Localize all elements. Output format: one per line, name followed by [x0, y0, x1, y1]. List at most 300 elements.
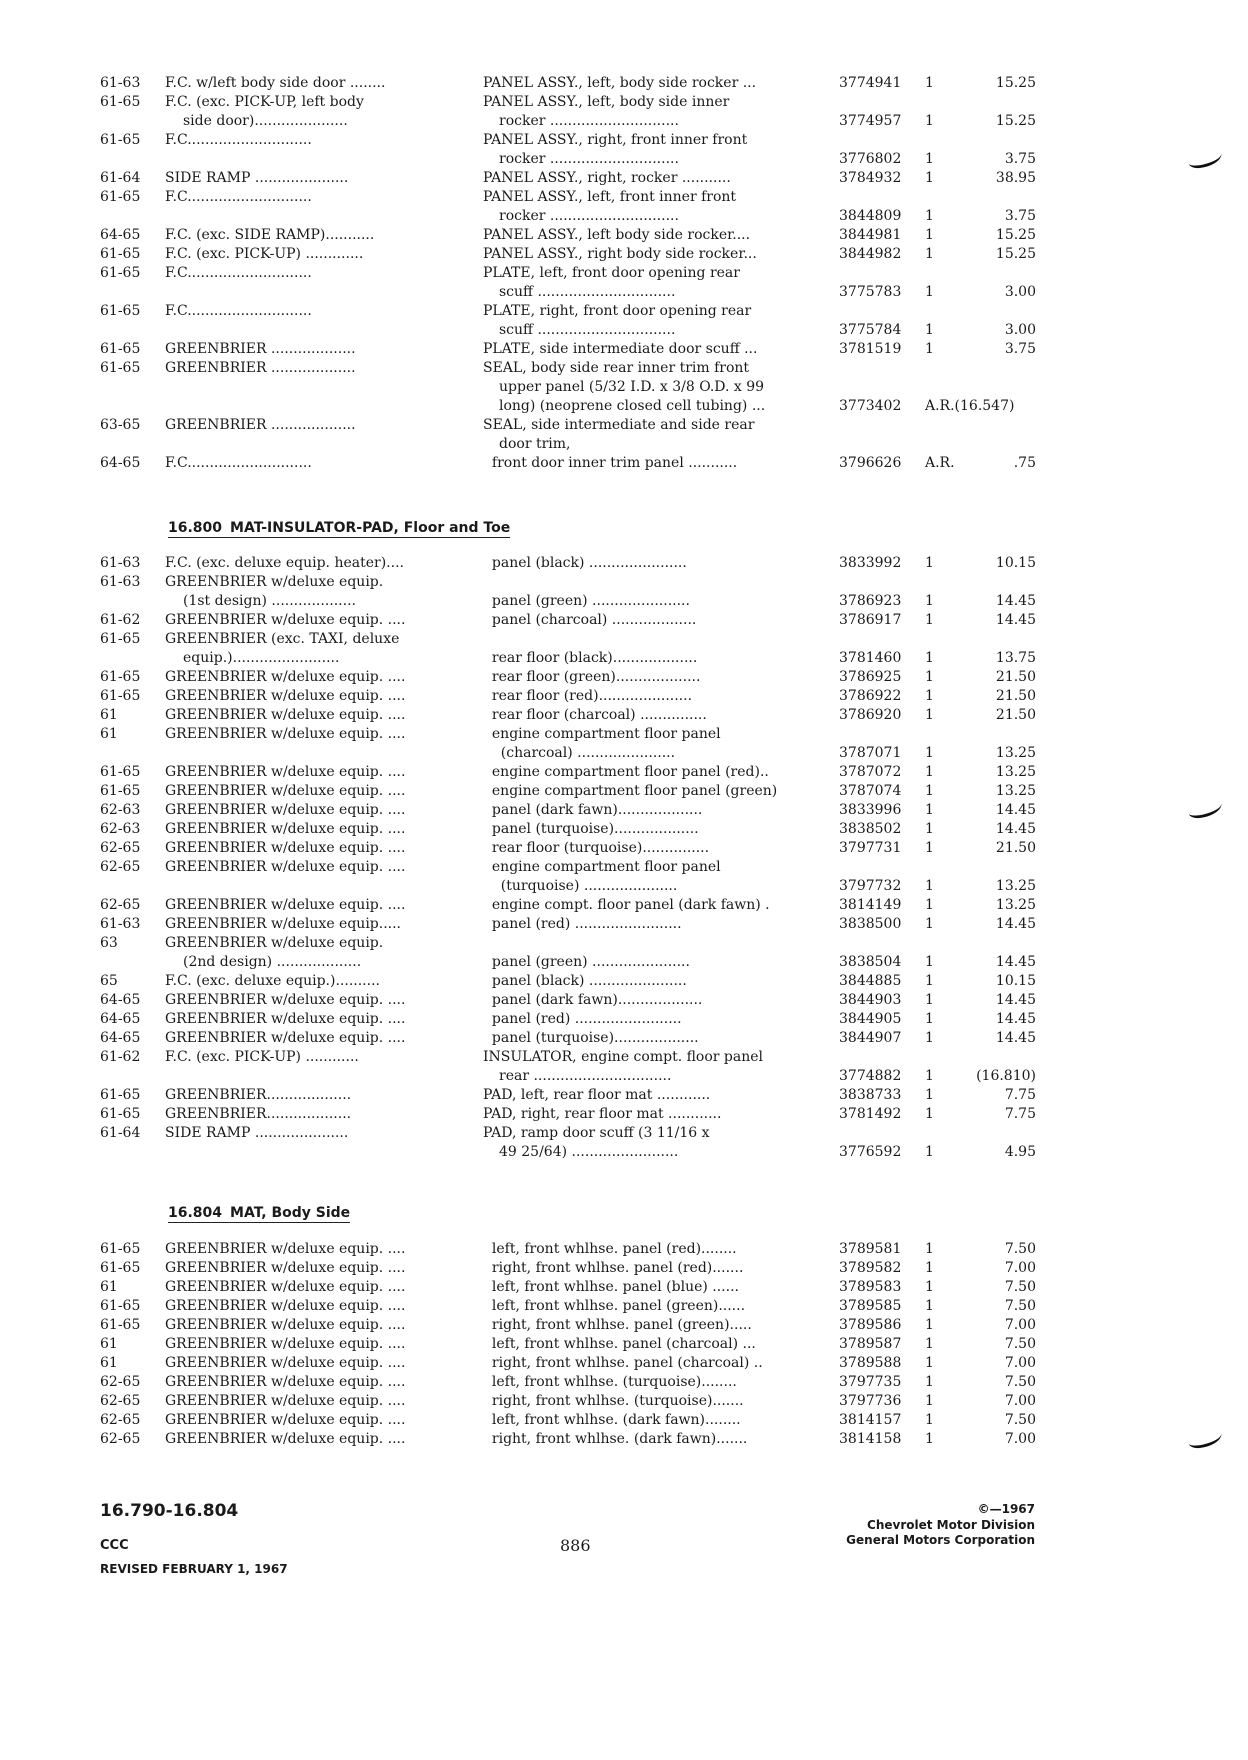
quantity: 1	[925, 1106, 934, 1122]
table-row	[100, 1086, 1110, 1105]
table-row	[100, 1430, 1110, 1449]
table-row	[100, 93, 1110, 131]
part-description: panel (red) ........................	[483, 916, 682, 932]
model-years: 62-65	[100, 1374, 141, 1390]
application: GREENBRIER w/deluxe equip. ....	[165, 669, 406, 685]
part-description: PANEL ASSY., left, front inner front	[483, 189, 737, 205]
model-years: 64-65	[100, 455, 141, 471]
model-years: 62-65	[100, 859, 141, 875]
table-row	[100, 668, 1110, 687]
table-row	[100, 359, 1110, 416]
section-number: 16.804	[168, 1205, 223, 1221]
table-row	[100, 1297, 1110, 1316]
list-price: 38.95	[995, 170, 1036, 186]
table-row	[100, 264, 1110, 302]
application: GREENBRIER (exc. TAXI, deluxe	[165, 631, 400, 647]
table-row	[100, 1010, 1110, 1029]
part-description: left, front whlhse. panel (red)........	[483, 1241, 737, 1257]
list-price: 7.00	[1004, 1431, 1036, 1447]
application: F.C. (exc. PICK-UP) .............	[165, 246, 364, 262]
part-description: panel (red) ........................	[483, 1011, 682, 1027]
list-price: 15.25	[995, 246, 1036, 262]
part-description: 49 25/64) ........................	[499, 1144, 679, 1160]
part-description: PAD, right, rear floor mat ............	[483, 1106, 722, 1122]
application: GREENBRIER w/deluxe equip. ....	[165, 1374, 406, 1390]
part-description: INSULATOR, engine compt. floor panel	[483, 1049, 764, 1065]
application-continued: side door).....................	[183, 113, 348, 129]
model-years: 61	[100, 1279, 118, 1295]
model-years: 62-63	[100, 821, 141, 837]
application: GREENBRIER w/deluxe equip. ....	[165, 1412, 406, 1428]
table-row	[100, 1278, 1110, 1297]
part-description: rocker .............................	[499, 208, 679, 224]
table-row	[100, 554, 1110, 573]
part-number: 3844905	[839, 1011, 902, 1027]
table-row	[100, 687, 1110, 706]
application: F.C. w/left body side door ........	[165, 75, 386, 91]
part-number: 3774941	[839, 75, 902, 91]
model-years: 61-65	[100, 1106, 141, 1122]
quantity: 1	[925, 1431, 934, 1447]
quantity: 1	[925, 745, 934, 761]
application: GREENBRIER w/deluxe equip. ....	[165, 783, 406, 799]
part-number: 3814157	[839, 1412, 902, 1428]
application: F.C. (exc. PICK-UP) ............	[165, 1049, 359, 1065]
part-description: engine compartment floor panel	[483, 859, 721, 875]
model-years: 62-65	[100, 840, 141, 856]
part-number: 3844981	[839, 227, 902, 243]
model-years: 61	[100, 726, 118, 742]
list-price: 21.50	[995, 669, 1036, 685]
quantity: A.R.	[925, 455, 955, 471]
quantity: 1	[925, 707, 934, 723]
application: GREENBRIER ...................	[165, 360, 356, 376]
part-description: panel (black) ......................	[483, 973, 687, 989]
table-row	[100, 1316, 1110, 1335]
quantity: 1	[925, 802, 934, 818]
table-row	[100, 630, 1110, 668]
part-description: panel (charcoal) ...................	[483, 612, 697, 628]
part-description: engine compartment floor panel (green)	[483, 783, 778, 799]
part-description: PANEL ASSY., right, rocker ...........	[483, 170, 731, 186]
table-row	[100, 972, 1110, 991]
quantity: 1	[925, 973, 934, 989]
list-price: 4.95	[1004, 1144, 1036, 1160]
table-row	[100, 1411, 1110, 1430]
part-description: panel (black) ......................	[483, 555, 687, 571]
quantity: 1	[925, 992, 934, 1008]
list-price: 15.25	[995, 227, 1036, 243]
section-heading-16800	[168, 520, 510, 538]
application: F.C. (exc. deluxe equip. heater)....	[165, 555, 404, 571]
model-years: 65	[100, 973, 118, 989]
application: GREENBRIER w/deluxe equip. ....	[165, 1317, 406, 1333]
part-description: PANEL ASSY., left, body side rocker ...	[483, 75, 757, 91]
quantity: 1	[925, 764, 934, 780]
model-years: 61-65	[100, 246, 141, 262]
quantity: 1	[925, 1355, 934, 1371]
model-years: 63	[100, 935, 118, 951]
quantity: 1	[925, 1412, 934, 1428]
model-years: 62-65	[100, 1412, 141, 1428]
table-row	[100, 1373, 1110, 1392]
application: GREENBRIER w/deluxe equip. ....	[165, 726, 406, 742]
list-price: 7.50	[1004, 1336, 1036, 1352]
part-description: panel (turquoise)...................	[483, 1030, 699, 1046]
table-row	[100, 782, 1110, 801]
part-number: 3789581	[839, 1241, 902, 1257]
part-description: PANEL ASSY., right body side rocker...	[483, 246, 757, 262]
application: GREENBRIER w/deluxe equip. ....	[165, 821, 406, 837]
model-years: 61-65	[100, 94, 141, 110]
part-number: 3789587	[839, 1336, 902, 1352]
application: SIDE RAMP .....................	[165, 1125, 349, 1141]
part-description: engine compt. floor panel (dark fawn) .	[483, 897, 770, 913]
list-price: 21.50	[995, 688, 1036, 704]
list-price: (16.810)	[976, 1068, 1036, 1084]
part-description: PAD, ramp door scuff (3 11/16 x	[483, 1125, 710, 1141]
part-number: 3773402	[839, 398, 902, 414]
list-price: 7.50	[1004, 1412, 1036, 1428]
application: GREENBRIER w/deluxe equip. ....	[165, 688, 406, 704]
model-years: 61-65	[100, 1317, 141, 1333]
quantity: 1	[925, 1374, 934, 1390]
table-row	[100, 820, 1110, 839]
part-number: 3844809	[839, 208, 902, 224]
footer-revised-date: REVISED FEBRUARY 1, 1967	[100, 1562, 288, 1576]
quantity: 1	[925, 1068, 934, 1084]
model-years: 61	[100, 1336, 118, 1352]
quantity: 1	[925, 1030, 934, 1046]
table-row	[100, 763, 1110, 782]
part-number: 3814158	[839, 1431, 902, 1447]
section-title-text: MAT, Body Side	[230, 1205, 351, 1221]
list-price: 14.45	[995, 992, 1036, 1008]
page-number: 886	[560, 1536, 591, 1555]
model-years: 61-65	[100, 189, 141, 205]
part-number: 3774882	[839, 1068, 902, 1084]
table-row	[100, 1259, 1110, 1278]
table-row	[100, 74, 1110, 93]
quantity: 1	[925, 75, 934, 91]
application: GREENBRIER w/deluxe equip. ....	[165, 1298, 406, 1314]
list-price: 7.00	[1004, 1260, 1036, 1276]
application: F.C............................	[165, 265, 312, 281]
part-description: right, front whlhse. panel (red).......	[483, 1260, 744, 1276]
quantity: 1	[925, 1260, 934, 1276]
application-continued: equip.)........................	[183, 650, 340, 666]
application: F.C............................	[165, 132, 312, 148]
application-continued: (2nd design) ...................	[183, 954, 362, 970]
footer-division: Chevrolet Motor Division	[867, 1518, 1035, 1532]
part-number: 3789588	[839, 1355, 902, 1371]
part-number: 3774957	[839, 113, 902, 129]
binder-mark	[1187, 1427, 1224, 1451]
application: GREENBRIER w/deluxe equip. ....	[165, 840, 406, 856]
quantity: A.R.(16.547)	[925, 398, 1015, 414]
list-price: 13.25	[995, 783, 1036, 799]
list-price: 14.45	[995, 802, 1036, 818]
model-years: 61-65	[100, 265, 141, 281]
model-years: 61-64	[100, 1125, 141, 1141]
quantity: 1	[925, 612, 934, 628]
quantity: 1	[925, 113, 934, 129]
quantity: 1	[925, 227, 934, 243]
list-price: 21.50	[995, 840, 1036, 856]
list-price: 15.25	[995, 75, 1036, 91]
quantity: 1	[925, 897, 934, 913]
list-price: 14.45	[995, 612, 1036, 628]
quantity: 1	[925, 246, 934, 262]
quantity: 1	[925, 341, 934, 357]
part-description: rocker .............................	[499, 151, 679, 167]
list-price: 21.50	[995, 707, 1036, 723]
part-description: SEAL, side intermediate and side rear	[483, 417, 755, 433]
model-years: 61	[100, 707, 118, 723]
list-price: .75	[1013, 455, 1036, 471]
quantity: 1	[925, 1241, 934, 1257]
quantity: 1	[925, 1336, 934, 1352]
part-description: rear ...............................	[499, 1068, 672, 1084]
part-number: 3787072	[839, 764, 902, 780]
part-number: 3781519	[839, 341, 902, 357]
table-row	[100, 1105, 1110, 1124]
part-number: 3776802	[839, 151, 902, 167]
application: GREENBRIER w/deluxe equip. ....	[165, 1030, 406, 1046]
part-number: 3787074	[839, 783, 902, 799]
part-number: 3781460	[839, 650, 902, 666]
part-number: 3787071	[839, 745, 902, 761]
part-description: left, front whlhse. (dark fawn)........	[483, 1412, 741, 1428]
table-row	[100, 991, 1110, 1010]
application: GREENBRIER w/deluxe equip.	[165, 574, 384, 590]
table-row	[100, 416, 1110, 454]
model-years: 61-65	[100, 1241, 141, 1257]
part-number: 3789586	[839, 1317, 902, 1333]
part-number: 3833992	[839, 555, 902, 571]
list-price: 7.75	[1004, 1106, 1036, 1122]
part-description: rear floor (turquoise)...............	[483, 840, 710, 856]
table-row	[100, 611, 1110, 630]
part-description: rear floor (red).....................	[483, 688, 693, 704]
part-description: PAD, left, rear floor mat ............	[483, 1087, 711, 1103]
quantity: 1	[925, 688, 934, 704]
table-row	[100, 1354, 1110, 1373]
quantity: 1	[925, 840, 934, 856]
part-description: PLATE, left, front door opening rear	[483, 265, 740, 281]
part-description: SEAL, body side rear inner trim front	[483, 360, 750, 376]
quantity: 1	[925, 322, 934, 338]
part-description: front door inner trim panel ...........	[483, 455, 738, 471]
part-description: rear floor (green)...................	[483, 669, 701, 685]
table-row	[100, 896, 1110, 915]
part-description: scuff ...............................	[499, 322, 676, 338]
quantity: 1	[925, 593, 934, 609]
part-description: (charcoal) ......................	[483, 745, 676, 761]
part-description: left, front whlhse. panel (green)......	[483, 1298, 746, 1314]
part-description: scuff ...............................	[499, 284, 676, 300]
table-row	[100, 801, 1110, 820]
application: GREENBRIER w/deluxe equip. ....	[165, 859, 406, 875]
part-description: PANEL ASSY., right, front inner front	[483, 132, 748, 148]
table-row	[100, 934, 1110, 972]
part-number: 3789583	[839, 1279, 902, 1295]
table-row	[100, 839, 1110, 858]
application: GREENBRIER w/deluxe equip. ....	[165, 1336, 406, 1352]
binder-mark	[1187, 797, 1224, 821]
table-row	[100, 1392, 1110, 1411]
list-price: 13.25	[995, 745, 1036, 761]
model-years: 64-65	[100, 1030, 141, 1046]
table-row	[100, 1240, 1110, 1259]
footer-copyright: ©—1967	[977, 1502, 1035, 1516]
part-number: 3838504	[839, 954, 902, 970]
list-price: 7.75	[1004, 1087, 1036, 1103]
table-row	[100, 245, 1110, 264]
application: GREENBRIER w/deluxe equip. ....	[165, 802, 406, 818]
application: GREENBRIER w/deluxe equip. ....	[165, 1279, 406, 1295]
quantity: 1	[925, 284, 934, 300]
part-description: panel (dark fawn)...................	[483, 802, 703, 818]
list-price: 7.50	[1004, 1279, 1036, 1295]
part-number: 3784932	[839, 170, 902, 186]
application: GREENBRIER...................	[165, 1087, 352, 1103]
table-row	[100, 915, 1110, 934]
list-price: 3.75	[1004, 208, 1036, 224]
footer-section-range: 16.790-16.804	[100, 1501, 239, 1521]
part-number: 3775783	[839, 284, 902, 300]
quantity: 1	[925, 669, 934, 685]
model-years: 61-65	[100, 669, 141, 685]
table-row	[100, 1048, 1110, 1086]
part-number: 3797731	[839, 840, 902, 856]
part-description: (turquoise) .....................	[483, 878, 678, 894]
part-number: 3776592	[839, 1144, 902, 1160]
parts-list-top	[100, 74, 1110, 473]
model-years: 61-65	[100, 764, 141, 780]
application: GREENBRIER w/deluxe equip. ....	[165, 1431, 406, 1447]
part-description: left, front whlhse. panel (charcoal) ...	[483, 1336, 756, 1352]
list-price: 14.45	[995, 1030, 1036, 1046]
part-number: 3786925	[839, 669, 902, 685]
application: GREENBRIER...................	[165, 1106, 352, 1122]
quantity: 1	[925, 1087, 934, 1103]
application: GREENBRIER w/deluxe equip. ....	[165, 764, 406, 780]
model-years: 61-65	[100, 631, 141, 647]
model-years: 63-65	[100, 417, 141, 433]
table-row	[100, 169, 1110, 188]
part-description: right, front whlhse. panel (green).....	[483, 1317, 752, 1333]
section-heading-16804	[168, 1205, 350, 1223]
table-row	[100, 1335, 1110, 1354]
section-title-text: MAT-INSULATOR-PAD, Floor and Toe	[230, 520, 511, 536]
model-years: 61-63	[100, 555, 141, 571]
application: F.C............................	[165, 455, 312, 471]
part-number: 3797735	[839, 1374, 902, 1390]
quantity: 1	[925, 151, 934, 167]
quantity: 1	[925, 1011, 934, 1027]
list-price: 14.45	[995, 954, 1036, 970]
list-price: 14.45	[995, 1011, 1036, 1027]
part-number: 3786923	[839, 593, 902, 609]
table-row	[100, 302, 1110, 340]
list-price: 14.45	[995, 593, 1036, 609]
list-price: 13.25	[995, 897, 1036, 913]
application-continued: (1st design) ...................	[183, 593, 356, 609]
quantity: 1	[925, 170, 934, 186]
application: GREENBRIER w/deluxe equip. ....	[165, 1260, 406, 1276]
part-number: 3833996	[839, 802, 902, 818]
application: F.C............................	[165, 303, 312, 319]
model-years: 64-65	[100, 227, 141, 243]
part-description: engine compartment floor panel	[483, 726, 721, 742]
application: F.C. (exc. PICK-UP, left body	[165, 94, 364, 110]
footer-corporation: General Motors Corporation	[846, 1533, 1035, 1547]
application: GREENBRIER w/deluxe equip. ....	[165, 612, 406, 628]
part-number: 3789585	[839, 1298, 902, 1314]
model-years: 61-65	[100, 1298, 141, 1314]
quantity: 1	[925, 1279, 934, 1295]
parts-list-16800	[100, 554, 1110, 1162]
quantity: 1	[925, 1144, 934, 1160]
model-years: 61-65	[100, 1260, 141, 1276]
model-years: 62-65	[100, 1393, 141, 1409]
application: GREENBRIER w/deluxe equip. ....	[165, 897, 406, 913]
quantity: 1	[925, 555, 934, 571]
table-row	[100, 573, 1110, 611]
part-description: panel (turquoise)...................	[483, 821, 699, 837]
model-years: 61-65	[100, 341, 141, 357]
part-description: rocker .............................	[499, 113, 679, 129]
part-description: PLATE, side intermediate door scuff ...	[483, 341, 758, 357]
part-number: 3789582	[839, 1260, 902, 1276]
part-number: 3838733	[839, 1087, 902, 1103]
model-years: 64-65	[100, 992, 141, 1008]
part-description: left, front whlhse. (turquoise)........	[483, 1374, 737, 1390]
model-years: 61	[100, 1355, 118, 1371]
part-number: 3844885	[839, 973, 902, 989]
part-number: 3775784	[839, 322, 902, 338]
application: GREENBRIER w/deluxe equip. ....	[165, 1355, 406, 1371]
part-description: long) (neoprene closed cell tubing) ...	[499, 398, 766, 414]
footer-ccc: CCC	[100, 1538, 129, 1553]
list-price: 7.50	[1004, 1241, 1036, 1257]
quantity: 1	[925, 916, 934, 932]
list-price: 15.25	[995, 113, 1036, 129]
list-price: 14.45	[995, 916, 1036, 932]
list-price: 13.25	[995, 764, 1036, 780]
part-description: right, front whlhse. (turquoise).......	[483, 1393, 744, 1409]
part-description: right, front whlhse. panel (charcoal) ..	[483, 1355, 763, 1371]
list-price: 7.00	[1004, 1393, 1036, 1409]
application: GREENBRIER w/deluxe equip. ....	[165, 1393, 406, 1409]
list-price: 3.00	[1004, 284, 1036, 300]
part-description: panel (dark fawn)...................	[483, 992, 703, 1008]
model-years: 61-65	[100, 1087, 141, 1103]
part-number: 3797732	[839, 878, 902, 894]
binder-mark	[1187, 147, 1224, 171]
model-years: 61-63	[100, 75, 141, 91]
part-number: 3786922	[839, 688, 902, 704]
part-description: upper panel (5/32 I.D. x 3/8 O.D. x 99	[499, 379, 765, 395]
model-years: 62-65	[100, 1431, 141, 1447]
table-row	[100, 706, 1110, 725]
quantity: 1	[925, 783, 934, 799]
list-price: 13.25	[995, 878, 1036, 894]
application: GREENBRIER ...................	[165, 417, 356, 433]
model-years: 62-65	[100, 897, 141, 913]
application: F.C. (exc. deluxe equip.)..........	[165, 973, 380, 989]
